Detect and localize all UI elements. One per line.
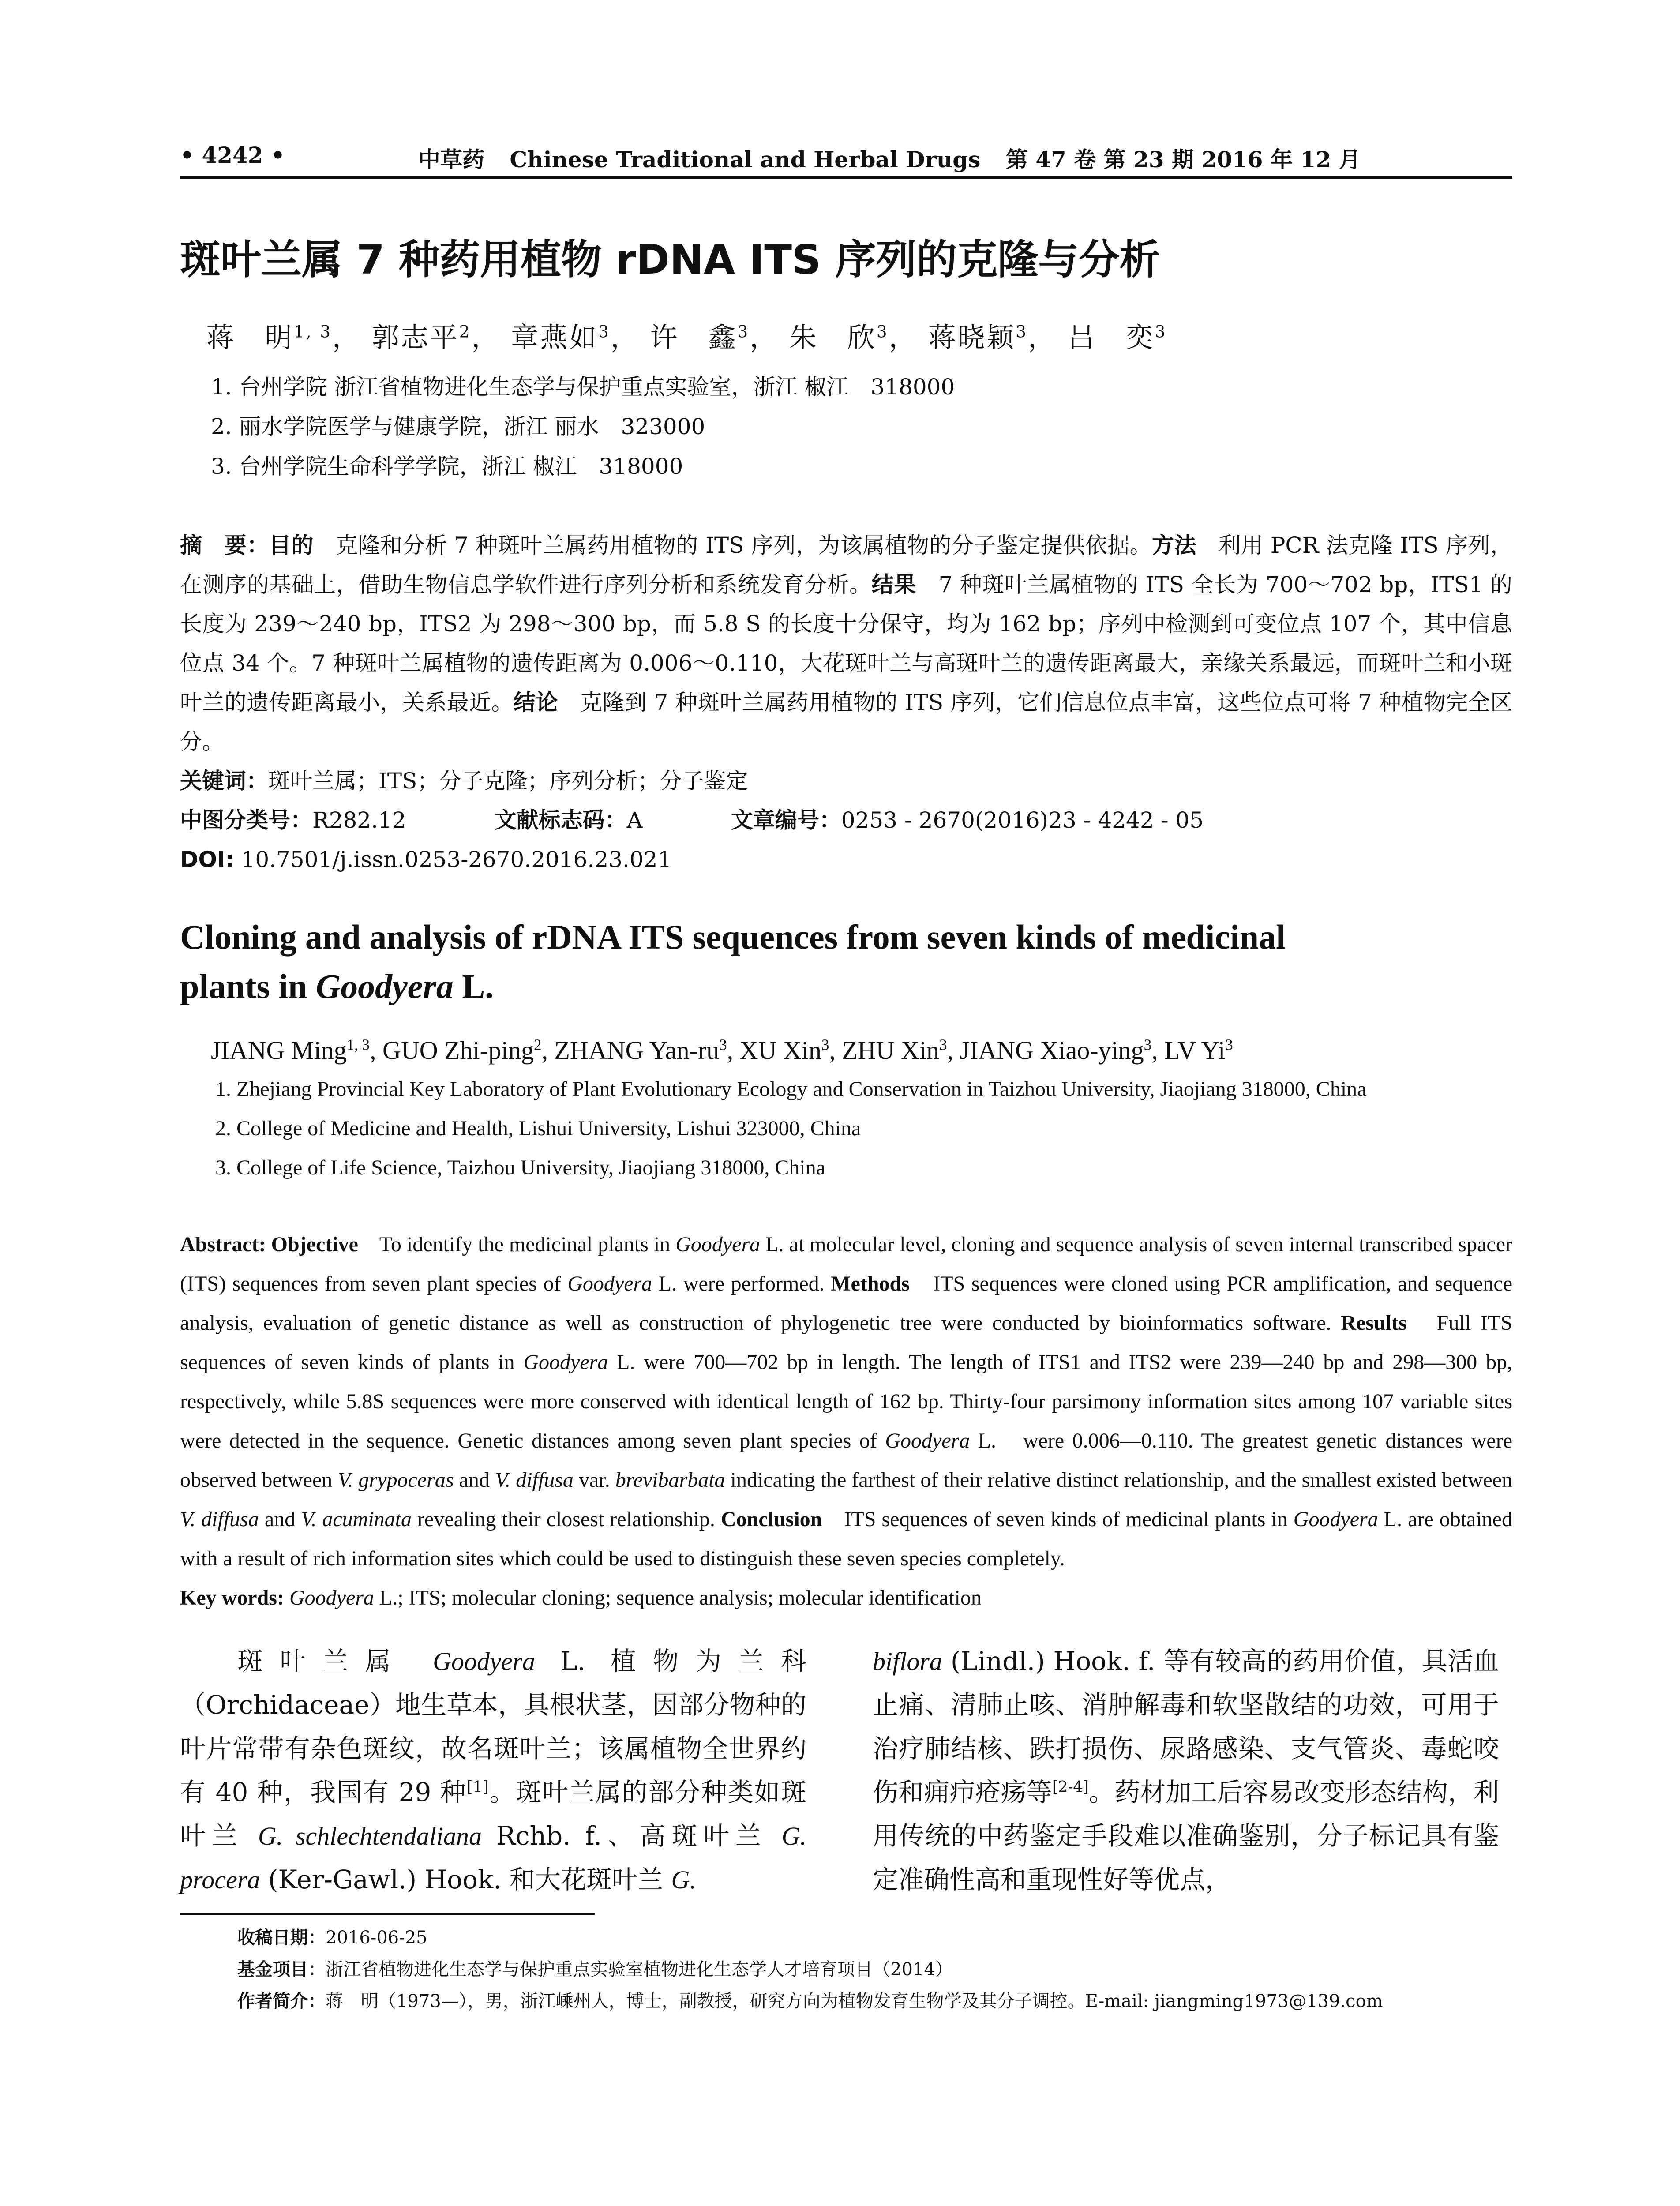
authors-en: JIANG Ming$^{1, 3}$, GUO Zhi-ping$^2$, ZHANG Yan-$ru^3$, XU Xin$^3$, ZHU Xin$^3$, JIANG Xiao-ying$^3$, LV Yi$^3$: [211, 1036, 1233, 1065]
author-affil-sup: 3: [821, 1036, 829, 1054]
methods-label: 方法: [1152, 533, 1197, 558]
affiliation: 1. Zhejiang Provincial Key Laboratory of Plant Evolutionary Ecology and Conservation in Taizhou University, Jiaojiang 318000, China: [215, 1077, 1367, 1101]
doc-code-label: 文献标志码：: [494, 807, 627, 833]
body-column-right: biflora (Lindl.) Hook. f. 等有较高的药用价值，具活血止痛、清肺止咳、消肿解毒和软坚散结的功效，可用于治疗肺结核、跌打损伤、尿路感染、支气管炎、毒蛇咬伤和痈疖疮疡等[2-4]。药材加工后容易改变形态结构，利用传统的中药鉴定手段难以准确鉴别，分子标记具有鉴定准确性高和重现性好等优点，: [873, 1646, 1499, 1895]
methods-text: 利用 PCR 法克隆 ITS 序列，在测序的基础上，借助生物信息学软件进行序列分析和系统发育分析。: [180, 533, 1513, 597]
author: JIANG Xiao-ying: [960, 1036, 1144, 1065]
author-bio: 作者简介：蒋 明（1973—），男，浙江嵊州人，博士，副教授，研究方向为植物发育生物学及其分子调控。E-mail: jiangming1973@139.com: [237, 1991, 1383, 2011]
affiliation: 3. College of Life Science, Taizhou University, Jiaojiang 318000, China: [215, 1156, 825, 1179]
abstract-en: Abstract: Objective To identify the medicinal plants in Goodyera L. at molecular level, cloning and sequence analysis of seven internal transcribed spacer (ITS) sequences from seven plant species of Goodyera L. were performed. Methods ITS sequences were cloned using PCR amplification, and sequence analysis, evaluation of genetic distance as well as construction of phylogenetic tree were conducted by bioinformatics software. Results Full ITS sequences of seven kinds of plants in Goodyera L. were 700—702 bp in length. The length of ITS1 and ITS2 were 239—240 bp and 298—300 bp, respectively, while 5.8S sequences were more conserved with identical length of 162 bp. Thirty-four parsimony information sites among 107 variable sites were detected in the sequence. Genetic distances among seven plant species of Goodyera L. were 0.006—0.110. The greatest genetic distances were observed between V. grypoceras and V. diffusa var. brevibarbata indicating the farthest of their relative distinct relationship, and the smallest existed between V. diffusa and V. acuminata revealing their closest relationship. Conclusion ITS sequences of seven kinds of medicinal plants in Goodyera L. are obtained with a result of rich information sites which could be used to distinguish these seven species completely. Key words: Goodyera L.; ITS; molecular cloning; sequence analysis; molecular identification: [180, 1233, 1513, 1609]
author-affil-sup: 1, 3: [346, 1036, 370, 1054]
authors-cn: 蒋 明$^{1, 3}$， 郭志平$^2$， 章燕如$^3$， 许 鑫$^3$， 朱 欣$^3$， 蒋晓颖$^3$， 吕 奕$^3$: [206, 321, 1167, 353]
keywords-en-label: Key words:: [180, 1586, 284, 1609]
author: 许 鑫: [650, 321, 738, 353]
citation: [2-4]: [1052, 1778, 1089, 1796]
author-affil-sup: 1, 3: [294, 322, 332, 341]
author: LV Yi: [1164, 1036, 1226, 1065]
methods-text: ITS sequences were cloned using PCR amplification, and sequence analysis, evaluation of genetic distance as well as construction of phylogenetic tree were conducted by bioinformatics software.: [180, 1272, 1513, 1335]
title-en: [180, 912, 1512, 1011]
affiliation: 1. 台州学院 浙江省植物进化生态学与保护重点实验室，浙江 椒江 318000: [211, 374, 955, 400]
affiliations-cn: [211, 367, 1512, 486]
affiliation: 3. 台州学院生命科学学院，浙江 椒江 318000: [211, 454, 683, 479]
results-text: 7 种斑叶兰属植物的 ITS 全长为 700～702 bp，ITS1 的长度为 239～240 bp，ITS2 为 298～300 bp，而 5.8 S 的长度十分保守，均为 162 bp；序列中检测到可变位点 107 个，其中信息位点 34 个。7 种斑叶兰属植物的遗传距离为 0.006～0.110，大花斑叶兰与高斑叶兰的遗传距离最大，亲缘关系最远，而斑叶兰和小斑叶兰的遗传距离最小，关系最近。: [180, 572, 1513, 715]
classification-line: [180, 801, 1512, 840]
author-affil-sup: 3: [1155, 322, 1167, 341]
author: ZHANG Yan-ru: [554, 1036, 720, 1065]
abstract-cn: [180, 526, 1512, 762]
author: 郭志平: [371, 321, 459, 353]
article-number-value: 0253 - 2670(2016)23 - 4242 - 05: [841, 807, 1204, 833]
methods-label: Methods: [831, 1272, 910, 1295]
page-number: • 4242 •: [180, 142, 285, 168]
objective-text: 克隆和分析 7 种斑叶兰属药用植物的 ITS 序列，为该属植物的分子鉴定提供依据。: [336, 533, 1152, 558]
journal-name-cn: 中草药: [418, 146, 484, 173]
doi-line: [180, 840, 1512, 879]
title-en-line-1: Cloning and analysis of rDNA ITS sequences from seven kinds of medicinal: [180, 918, 1286, 956]
keywords-label: 关键词：: [180, 768, 268, 794]
author-affil-sup: 2: [459, 322, 472, 341]
article-number-label: 文章编号：: [731, 807, 841, 833]
abstract-objective-label: Abstract: Objective: [180, 1233, 358, 1256]
conclusion-text: 克隆到 7 种斑叶兰属药用植物的 ITS 序列，它们信息位点丰富，这些位点可将 7 种植物完全区分。: [180, 690, 1513, 754]
author: ZHU Xin: [842, 1036, 940, 1065]
clc-label: 中图分类号：: [180, 807, 312, 833]
conclusion-label: 结论: [513, 690, 558, 715]
genus-name: Goodyera: [315, 967, 454, 1005]
author-affil-sup: 3: [737, 322, 750, 341]
author: XU Xin: [739, 1036, 821, 1065]
paper-page: [180, 132, 1512, 2017]
results-label: 结果: [871, 572, 916, 597]
author-affil-sup: 2: [534, 1036, 542, 1054]
doc-code-value: A: [626, 807, 643, 833]
affiliations-en: [215, 1069, 1512, 1187]
author: 蒋 明: [206, 321, 294, 353]
keywords-en-text: L.; ITS; molecular cloning; sequence analysis; molecular identification: [374, 1586, 982, 1609]
author: 章燕如: [511, 321, 599, 353]
results-label: Results: [1341, 1311, 1407, 1335]
body-column-left: 斑叶兰属 Goodyera L. 植物为兰科（Orchidaceae）地生草本，具根状茎，因部分物种的叶片常带有杂色斑纹，故名斑叶兰；该属植物全世界约有 40 种，我国有 29 种[1]。斑叶兰属的部分种类如斑叶兰 G. schlechtendaliana Rchb. f.、高斑叶兰 G. procera (Ker-Gawl.) Hook. 和大花斑叶兰 G.: [180, 1646, 807, 1895]
journal-date: 2016 年 12 月: [1201, 146, 1361, 173]
author-affil-sup: 3: [598, 322, 611, 341]
keywords-cn: [180, 762, 1512, 801]
body-text: [180, 1639, 1512, 1900]
citation: [1]: [467, 1778, 489, 1796]
author: 蒋晓颖: [928, 321, 1016, 353]
journal-issue: 第 47 卷 第 23 期: [1005, 146, 1194, 173]
author: 吕 奕: [1067, 321, 1155, 353]
abstract-label: 摘 要：: [180, 533, 269, 558]
objective-label: 目的: [269, 533, 314, 558]
author: 朱 欣: [789, 321, 877, 353]
author: GUO Zhi-ping: [382, 1036, 534, 1065]
journal-name-en: Chinese Traditional and Herbal Drugs: [510, 146, 981, 173]
author-affil-sup: 3: [719, 1036, 727, 1054]
doi-value: 10.7501/j.issn.0253-2670.2016.23.021: [241, 847, 672, 872]
clc-value: R282.12: [312, 807, 406, 833]
title-en-line-2: plants in Goodyera L.: [180, 967, 494, 1005]
affiliation: 2. College of Medicine and Health, Lishui University, Lishui 323000, China: [215, 1117, 861, 1140]
journal-info: [418, 142, 1361, 174]
affiliation: 2. 丽水学院医学与健康学院，浙江 丽水 323000: [211, 414, 705, 439]
author-affil-sup: 3: [1016, 322, 1028, 341]
author-affil-sup: 3: [1225, 1036, 1233, 1054]
received-date: 收稿日期：2016-06-25: [237, 1928, 428, 1948]
footnote-divider: [180, 1913, 595, 1915]
funding: 基金项目：浙江省植物进化生态学与保护重点实验室植物进化生态学人才培育项目（2014）: [237, 1959, 953, 1980]
keywords-text: 斑叶兰属；ITS；分子克隆；序列分析；分子鉴定: [268, 768, 748, 794]
author-affil-sup: 3: [939, 1036, 947, 1054]
conclusion-label: Conclusion: [720, 1508, 822, 1531]
author: JIANG Ming: [211, 1036, 347, 1065]
title-cn: 斑叶兰属 7 种药用植物 rDNA ITS 序列的克隆与分析: [180, 236, 1160, 283]
author-affil-sup: 3: [1144, 1036, 1152, 1054]
running-header: [180, 132, 1512, 179]
footnotes: [237, 1922, 1512, 2017]
doi-label: DOI:: [180, 847, 234, 872]
author-affil-sup: 3: [876, 322, 889, 341]
